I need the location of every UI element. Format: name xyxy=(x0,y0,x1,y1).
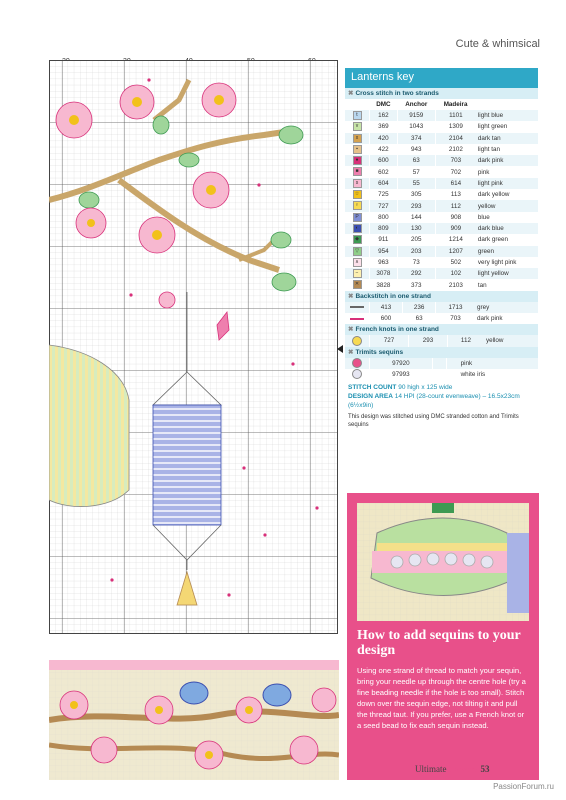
key-row xyxy=(345,268,538,279)
color-name: grey xyxy=(475,302,538,313)
key-row xyxy=(345,257,538,268)
dmc-cell: 420 xyxy=(370,133,398,144)
sequin-code: 97920 xyxy=(370,358,433,369)
dmc-cell: 727 xyxy=(370,200,398,211)
anchor-cell: 73 xyxy=(397,257,435,268)
key-row xyxy=(345,121,538,132)
key-row xyxy=(345,144,538,155)
finished-stitch-photo xyxy=(49,660,339,780)
page-number: 53 xyxy=(480,764,490,774)
anchor-cell: 57 xyxy=(397,166,435,177)
madeira-cell: 2103 xyxy=(435,279,476,290)
symbol-cell xyxy=(345,133,370,144)
dmc-cell: 963 xyxy=(370,257,398,268)
color-swatch: − xyxy=(353,269,362,278)
key-row xyxy=(345,246,538,257)
color-swatch: t xyxy=(353,111,362,120)
symbol-cell xyxy=(345,279,370,290)
stats xyxy=(345,380,538,410)
dmc-cell: 413 xyxy=(370,302,403,313)
madeira-cell: 1101 xyxy=(435,110,476,121)
color-name: dark yellow xyxy=(477,191,510,199)
dmc-cell: 800 xyxy=(370,212,398,223)
anchor-cell: 203 xyxy=(397,246,435,257)
color-name: tan xyxy=(477,281,487,289)
empty-cell xyxy=(446,358,459,369)
dmc-cell: 725 xyxy=(370,189,398,200)
color-swatch: ▪ xyxy=(353,145,362,154)
cross-stitch-chart xyxy=(49,60,338,634)
magazine-flowers: Flowers xyxy=(448,764,479,774)
color-name: yellow xyxy=(476,200,538,211)
cross-stitch-rows xyxy=(345,110,538,291)
dmc-cell: 911 xyxy=(370,234,398,245)
madeira-cell: 702 xyxy=(435,166,476,177)
empty-cell xyxy=(432,369,446,380)
symbol-cell xyxy=(345,313,370,324)
dmc-cell: 809 xyxy=(370,223,398,234)
sequin-dot xyxy=(352,369,362,379)
key-row xyxy=(345,279,538,290)
dmc-cell: 604 xyxy=(370,178,398,189)
color-swatch: ◐ xyxy=(353,224,362,233)
color-name: dark green xyxy=(477,236,509,244)
key-row xyxy=(345,313,538,324)
symbol-cell xyxy=(345,212,370,223)
knots-table xyxy=(345,335,538,346)
color-name: dark pink xyxy=(476,155,538,166)
sequins-table xyxy=(345,358,538,381)
key-row xyxy=(345,302,538,313)
key-row xyxy=(345,223,538,234)
dmc-cell: 727 xyxy=(370,335,409,346)
key-row xyxy=(345,212,538,223)
symbol-cell xyxy=(345,166,370,177)
symbol-cell xyxy=(345,369,370,380)
knots-heading: ✖ French knots in one strand xyxy=(345,324,538,335)
anchor-cell: 9159 xyxy=(397,110,435,121)
color-name: dark pink xyxy=(477,315,503,323)
symbol-cell xyxy=(345,189,370,200)
anchor-cell: 130 xyxy=(397,223,435,234)
french-knot-dot xyxy=(352,336,362,346)
dmc-cell: 602 xyxy=(370,166,398,177)
symbol-cell xyxy=(345,234,370,245)
anchor-cell: 293 xyxy=(408,335,447,346)
col-dmc: DMC xyxy=(376,101,391,108)
sequin-tip-title: How to add sequins to your design xyxy=(357,628,521,658)
symbol-cell xyxy=(345,178,370,189)
anchor-cell: 63 xyxy=(403,313,436,324)
key-row xyxy=(345,133,538,144)
symbol-cell xyxy=(345,121,370,132)
sequins-heading: ✖ Trimits sequins xyxy=(345,347,538,358)
madeira-cell: 2102 xyxy=(435,144,476,155)
design-area-label: DESIGN AREA xyxy=(348,393,393,401)
col-anchor: Anchor xyxy=(405,101,428,108)
color-swatch: ◆ xyxy=(353,235,362,244)
symbol-cell xyxy=(345,358,370,369)
backstitch-heading: ✖ Backstitch in one strand xyxy=(345,291,538,302)
symbol-cell xyxy=(345,257,370,268)
empty-cell xyxy=(432,358,446,369)
madeira-cell: 112 xyxy=(435,200,476,211)
key-row xyxy=(345,110,538,121)
key-row xyxy=(345,178,538,189)
symbol-cell xyxy=(345,223,370,234)
anchor-cell: 943 xyxy=(397,144,435,155)
color-name: light blue xyxy=(476,110,538,121)
anchor-cell: 236 xyxy=(403,302,436,313)
center-marker-arrow xyxy=(337,345,343,353)
section-header: Cute & whimsical xyxy=(455,38,540,50)
madeira-cell: 502 xyxy=(435,257,476,268)
key-row xyxy=(345,200,538,211)
color-name: green xyxy=(476,246,538,257)
madeira-cell: 2104 xyxy=(435,133,476,144)
key-row xyxy=(345,234,538,245)
madeira-cell: 614 xyxy=(435,178,476,189)
symbol-cell xyxy=(345,302,370,313)
col-madeira: Madeira xyxy=(443,101,468,108)
col-name xyxy=(476,99,538,110)
backstitch-line xyxy=(350,318,364,320)
madeira-cell: 703 xyxy=(435,155,476,166)
cross-stitch-table xyxy=(345,99,538,291)
madeira-cell: 113 xyxy=(435,189,476,200)
sequin-code: 97993 xyxy=(370,369,433,380)
color-swatch: ✕ xyxy=(353,280,362,289)
color-swatch: x xyxy=(353,134,362,143)
empty-cell xyxy=(446,369,459,380)
lanterns-key xyxy=(345,68,538,468)
sequin-tip-body: Using one strand of thread to match your sequin, bring your needle up through the centre hole (try a fine beading needle if the hole is too small). Stitch down over the sequin edge, not tilting it and pull the thread taut. If you prefer, use a French knot or a seed bead to fix each sequin instead. xyxy=(357,666,526,730)
key-row xyxy=(345,166,538,177)
backstitch-line xyxy=(350,306,364,308)
stitch-count: 90 high x 125 wide xyxy=(398,384,453,392)
color-swatch: P xyxy=(353,213,362,222)
anchor-cell: 374 xyxy=(397,133,435,144)
dmc-cell: 600 xyxy=(370,155,398,166)
symbol-cell xyxy=(345,144,370,155)
color-name: blue xyxy=(477,213,490,221)
color-swatch: ∧ xyxy=(353,258,362,267)
sequin-lantern-photo xyxy=(357,503,529,621)
dmc-cell: 369 xyxy=(370,121,398,132)
key-title: Lanterns key xyxy=(345,68,538,88)
symbol-cell xyxy=(345,110,370,121)
sequin-tip-box xyxy=(347,493,539,780)
color-name: dark blue xyxy=(476,223,538,234)
color-name: light pink xyxy=(476,178,538,189)
color-name: light green xyxy=(477,123,508,131)
cross-stitch-heading: ✖ Cross stitch in two strands xyxy=(345,88,538,99)
key-row xyxy=(345,358,538,369)
madeira-cell: 909 xyxy=(435,223,476,234)
dmc-cell: 3828 xyxy=(370,279,398,290)
anchor-cell: 1043 xyxy=(397,121,435,132)
symbol-cell xyxy=(345,268,370,279)
anchor-cell: 63 xyxy=(397,155,435,166)
key-row xyxy=(345,369,538,380)
dmc-cell: 162 xyxy=(370,110,398,121)
madeira-cell: 1309 xyxy=(435,121,476,132)
key-row xyxy=(345,189,538,200)
sequin-dot xyxy=(352,358,362,368)
madeira-cell: 102 xyxy=(435,268,476,279)
anchor-cell: 144 xyxy=(397,212,435,223)
dmc-cell: 600 xyxy=(370,313,403,324)
color-name: very light pink xyxy=(477,259,517,266)
madeira-cell: 703 xyxy=(436,313,475,324)
key-note: This design was stitched using DMC stranded cotton and Trimits sequins xyxy=(348,414,519,429)
dmc-cell: 3078 xyxy=(370,268,398,279)
color-name: dark tan xyxy=(476,133,538,144)
dmc-cell: 954 xyxy=(370,246,398,257)
color-swatch: ☆ xyxy=(353,190,362,199)
color-swatch: ■ xyxy=(353,167,362,176)
anchor-cell: 55 xyxy=(397,178,435,189)
design-area: 14 HPI (28-count evenweave) – 16.5x23cm (6½x9in) xyxy=(348,393,520,410)
page-footer xyxy=(415,764,490,774)
symbol-cell xyxy=(345,155,370,166)
color-name: yellow xyxy=(484,335,538,346)
anchor-cell: 373 xyxy=(397,279,435,290)
magazine-name: Ultimate xyxy=(415,764,447,774)
color-swatch: s xyxy=(353,179,362,188)
symbol-cell xyxy=(345,335,370,346)
madeira-cell: 112 xyxy=(447,335,484,346)
color-name: pink xyxy=(477,168,490,176)
anchor-cell: 205 xyxy=(397,234,435,245)
key-row xyxy=(345,155,538,166)
col-symbol xyxy=(345,99,370,110)
color-name: light tan xyxy=(477,146,500,154)
symbol-cell xyxy=(345,246,370,257)
madeira-cell: 908 xyxy=(435,212,476,223)
key-row xyxy=(345,335,538,346)
anchor-cell: 305 xyxy=(397,189,435,200)
anchor-cell: 293 xyxy=(397,200,435,211)
anchor-cell: 292 xyxy=(397,268,435,279)
color-swatch: ▽ xyxy=(353,247,362,256)
color-swatch: ● xyxy=(353,156,362,165)
symbol-cell xyxy=(345,200,370,211)
madeira-cell: 1713 xyxy=(436,302,475,313)
madeira-cell: 1214 xyxy=(435,234,476,245)
dmc-cell: 422 xyxy=(370,144,398,155)
madeira-cell: 1207 xyxy=(435,246,476,257)
color-name: white iris xyxy=(460,371,486,379)
watermark: PassionForum.ru xyxy=(493,782,554,791)
backstitch-table xyxy=(345,302,538,325)
color-swatch: ♀ xyxy=(353,201,362,210)
color-name: light yellow xyxy=(476,268,538,279)
stitch-count-label: STITCH COUNT xyxy=(348,384,397,392)
color-name: pink xyxy=(459,358,538,369)
color-swatch: v xyxy=(353,122,362,131)
